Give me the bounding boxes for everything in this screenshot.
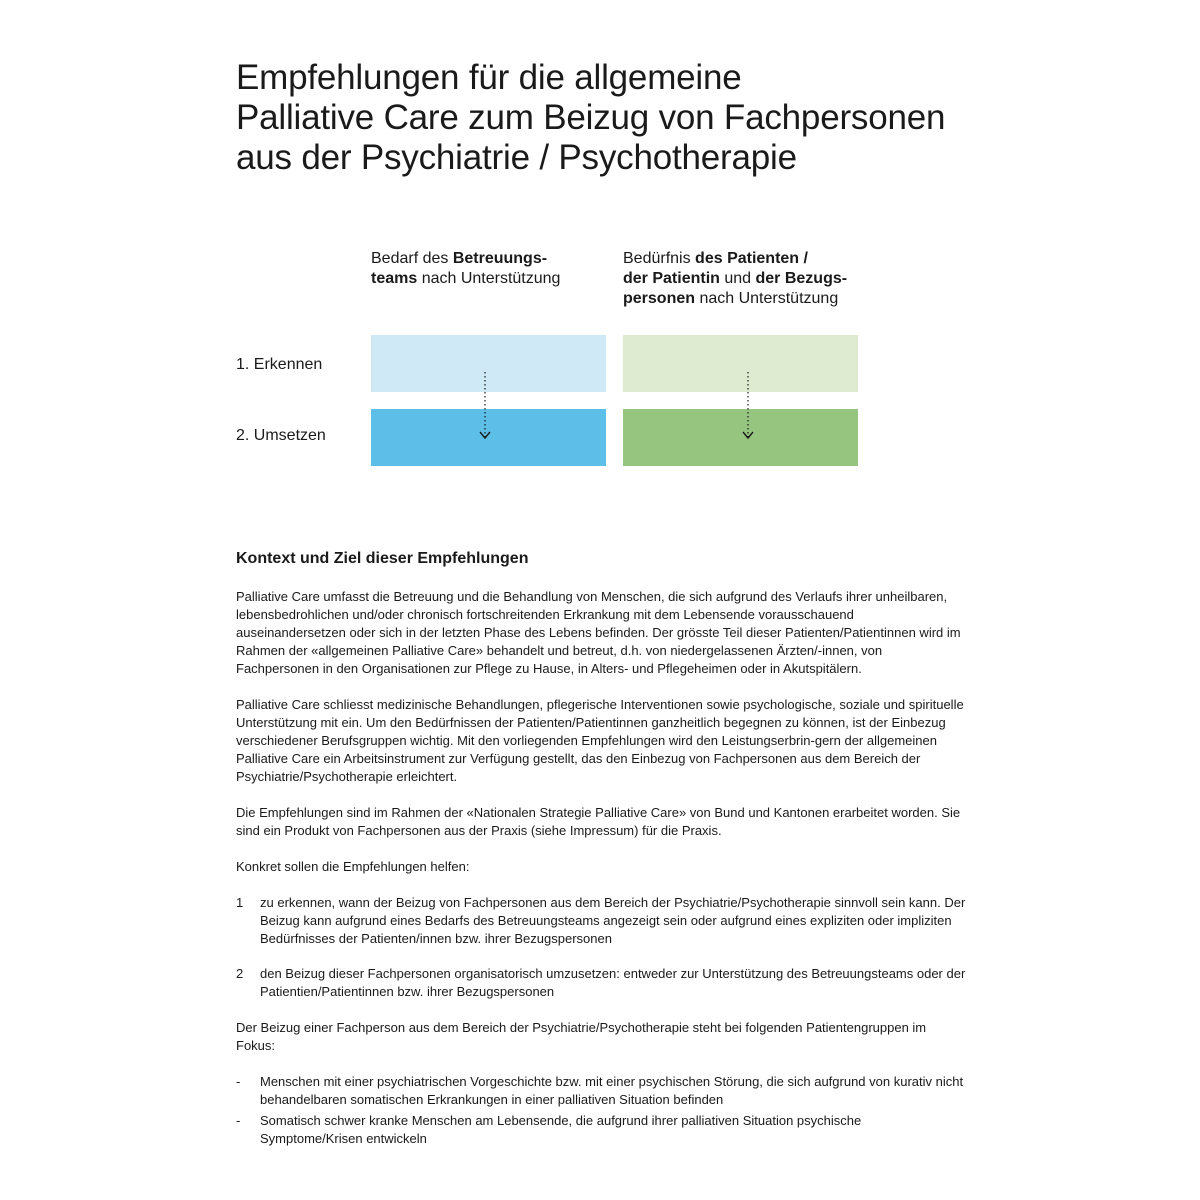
list-marker: - [236, 1074, 241, 1089]
list-item-text: zu erkennen, wann der Beizug von Fachpersonen aus dem Bereich der Psychiatrie/Psychotherapie sinnvoll sein kann. Der Beizug kann aufgrund eines Bedarfs des Betreuungsteams angezeigt sein oder aufgrund eines expliziten oder impliziten Bedürfnisses der Patienten/innen bzw. ihrer Bezugspersonen [260, 895, 966, 946]
paragraph-5: Der Beizug einer Fachperson aus dem Bereich der Psychiatrie/Psychotherapie steht bei folgenden Patientengruppen im Fokus: [236, 1020, 927, 1053]
heading-bold-text: teams [371, 270, 418, 287]
list-item [236, 1112, 966, 1148]
numbered-list [236, 894, 966, 1001]
bullet-list [236, 1073, 966, 1148]
list-item-text: Menschen mit einer psychiatrischen Vorgeschichte bzw. mit einer psychischen Störung, die sich aufgrund von kurativ nicht behandelbaren somatischen Erkrankungen in einer palliativen Situation befinden [260, 1074, 964, 1107]
heading-text: nach Unterstützung [695, 290, 839, 307]
list-marker: 2 [236, 966, 244, 981]
heading-text: Bedürfnis [623, 250, 696, 267]
list-item [236, 1073, 966, 1109]
list-item [236, 965, 966, 1001]
title-line-2: Palliative Care zum Beizug von Fachpersonen [236, 98, 946, 137]
paragraph-1: Palliative Care umfasst die Betreuung und die Behandlung von Menschen, die sich aufgrund des Verlaufs ihrer unheilbaren, lebensbedrohlichen und/oder chronisch fortschreitenden Erkrankung mit dem Lebensende vorausschauend auseinandersetzen oder sich in der letzten Phase des Lebens befinden. Der grösste Teil dieser Patienten/Patientinnen wird im Rahmen der «allgemeinen Palliative Care» behandelt und betreut, d.h. von niedergelassenen Ärzten/-innen, von Fachpersonen in den Organisationen zur Pflege zu Hause, in Alters- und Pflegeheimen oder in Akutspitälern. [236, 589, 961, 676]
heading-text: Bedarf des [371, 250, 453, 267]
page-title [236, 58, 996, 178]
row-label-erkennen: 1. Erkennen [236, 356, 323, 373]
list-item-text: den Beizug dieser Fachpersonen organisatorisch umzusetzen: entweder zur Unterstützung des Betreuungsteams oder der Patientien/Patientinnen bzw. ihrer Bezugspersonen [260, 966, 966, 999]
dotted-down-arrow-icon [741, 370, 755, 442]
list-marker: 1 [236, 895, 244, 910]
diagram-column-heading-team [371, 249, 560, 289]
heading-text: und [719, 270, 756, 287]
heading-bold-text: der Patientin [623, 270, 720, 287]
heading-bold-text: personen [623, 290, 696, 307]
paragraph-2: Palliative Care schliesst medizinische Behandlungen, pflegerische Interventionen sowie psychologische, soziale und spirituelle Unterstützung mit ein. Um den Bedürfnissen der Patienten/Patientinnen ganzheitlich begegnen zu können, ist der Einbezug verschiedener Berufsgruppen wichtig. Mit den vorliegenden Empfehlungen wird den Leistungserbrin-gern der allgemeinen Palliative Care ein Arbeitsinstrument zur Verfügung gestellt, das den Einbezug von Fachpersonen aus dem Bereich der Psychiatrie/Psychotherapie erleichtert. [236, 697, 964, 784]
paragraph-4: Konkret sollen die Empfehlungen helfen: [236, 859, 470, 874]
heading-bold-text: der Bezugs- [755, 270, 848, 287]
section-heading: Kontext und Ziel dieser Empfehlungen [236, 550, 529, 567]
heading-text: nach Unterstützung [417, 270, 561, 287]
diagram-column-heading-patient [623, 249, 847, 309]
paragraph-3: Die Empfehlungen sind im Rahmen der «Nationalen Strategie Palliative Care» von Bund und Kantonen erarbeitet worden. Sie sind ein Produkt von Fachpersonen aus der Praxis (siehe Impressum) für die Praxis. [236, 805, 961, 838]
list-marker: - [236, 1113, 241, 1128]
heading-bold-text: des Patienten / [695, 250, 808, 267]
title-line-3: aus der Psychiatrie / Psychotherapie [236, 138, 797, 177]
heading-bold-text: Betreuungs- [452, 250, 548, 267]
dotted-down-arrow-icon [478, 370, 492, 442]
list-item-text: Somatisch schwer kranke Menschen am Lebensende, die aufgrund ihrer palliativen Situation psychische Symptome/Krisen entwickeln [260, 1113, 862, 1146]
row-label-umsetzen: 2. Umsetzen [236, 427, 326, 444]
title-line-1: Empfehlungen für die allgemeine [236, 58, 742, 97]
context-section [236, 548, 966, 1166]
list-item [236, 894, 966, 948]
